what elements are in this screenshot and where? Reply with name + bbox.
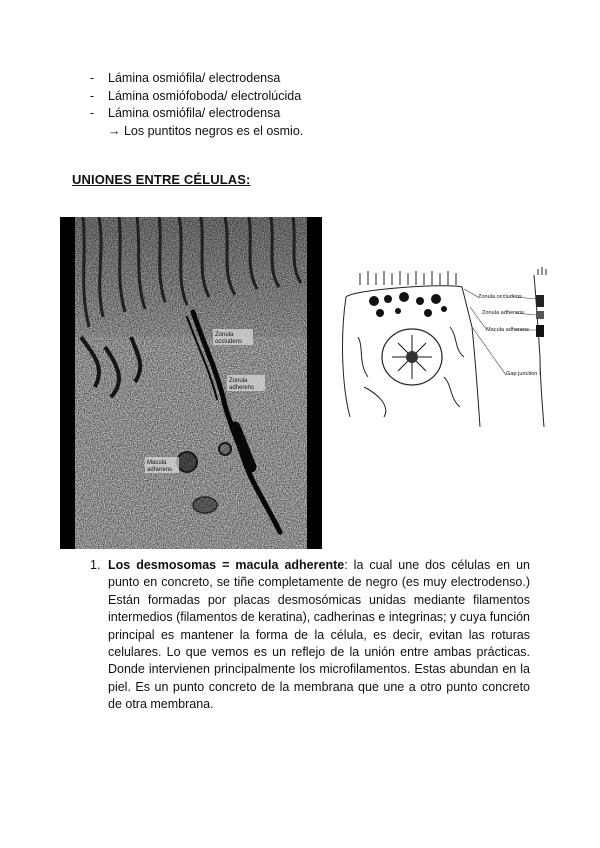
diagram-image xyxy=(340,267,562,429)
list-item-text: Lámina osmiófila/ electrodensa xyxy=(108,71,281,85)
list-dash: - xyxy=(90,106,95,120)
micrograph-label-macula-adherens: Macula xyxy=(147,460,167,466)
micrograph-label-zonula-adherens-2: adherens xyxy=(229,385,255,391)
dash-list xyxy=(90,70,303,140)
micrograph-label-zonula-occludens-2: occludens xyxy=(215,339,243,345)
section-title: UNIONES ENTRE CÉLULAS: xyxy=(72,172,251,187)
list-item xyxy=(90,70,303,88)
cell-junction-diagram xyxy=(340,267,562,429)
list-item-text: Lámina osmiófila/ electrodensa xyxy=(108,106,281,120)
desmosomas-term: Los desmosomas = macula adherente xyxy=(108,558,345,572)
micrograph-label-zonula-adherens: Zonula xyxy=(229,378,248,384)
diagram-label-gap-junction: Gap junction xyxy=(506,371,538,377)
list-dash: - xyxy=(90,71,95,85)
desmosomas-description: : la cual une dos células en un punto en concreto, se tiñe completamente de negro (es muy electrodenso.) Están formadas por placas desmosómicas unidas mediante filamentos intermedios (filamentos de keratina), cadherinas e integrinas; y cuya función principal es mantener la forma de la célula, es decir, evitan las roturas celulares. Lo que vemos es un reflejo de la unión entre ambas prácticas. Donde intervienen principalmente los microfilamentos. Estas abundan en la piel. Es un punto concreto de la membrana que une a otro punto concreto de otra membrana. xyxy=(108,558,530,712)
list-item xyxy=(90,88,303,106)
list-item xyxy=(90,105,303,123)
diagram-label-zonula-adherens: Zonula adherens xyxy=(482,310,524,316)
micrograph-image xyxy=(75,217,307,549)
electron-micrograph xyxy=(60,217,322,549)
micrograph-label-macula-adherens-2: adherens xyxy=(147,467,173,473)
diagram-label-macula-adherens: Macula adherens xyxy=(486,327,529,333)
diagram-label-zonula-occludens: Zonula occludens xyxy=(478,294,522,300)
numbered-list xyxy=(90,557,530,714)
list-dash: - xyxy=(90,88,95,103)
micrograph-label-zonula-occludens: Zonula xyxy=(215,332,234,338)
desmosomas-paragraph xyxy=(108,557,530,714)
arrow-note: → Los puntitos negros es el osmio. xyxy=(108,123,304,138)
list-number: 1. xyxy=(90,558,101,572)
list-item-text: Lámina osmiófoboda/ electrolúcida xyxy=(108,88,302,103)
